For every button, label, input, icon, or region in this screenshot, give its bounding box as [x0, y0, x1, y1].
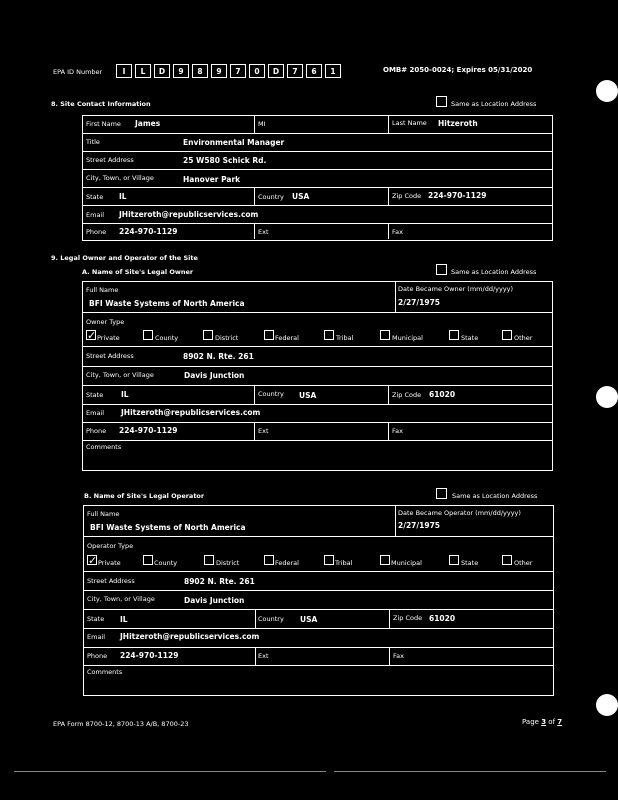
epa-id-char: 9 — [173, 64, 189, 78]
site-contact-table — [82, 115, 553, 241]
owner-type-private-checkbox[interactable] — [86, 330, 96, 340]
operator-email-label: Email — [87, 633, 106, 641]
operator-type-tribal-label: Tribal — [335, 559, 353, 567]
operator-comments-label: Comments — [87, 668, 123, 676]
zip-value[interactable]: 224-970-1129 — [428, 191, 487, 200]
owner-type-state-label: State — [461, 334, 479, 342]
operator-zip-label: Zip Code — [393, 614, 423, 622]
owner-date-value[interactable]: 2/27/1975 — [398, 298, 441, 307]
owner-full-name-value[interactable]: BFI Waste Systems of North America — [89, 299, 245, 308]
owner-type-tribal-checkbox[interactable] — [324, 330, 334, 340]
owner-type-district-label: District — [215, 334, 239, 342]
section-9-title: 9. Legal Owner and Operator of the Site — [51, 254, 198, 262]
operator-street-value[interactable]: 8902 N. Rte. 261 — [184, 577, 255, 586]
owner-type-federal-label: Federal — [275, 334, 299, 342]
of-label: of — [548, 718, 556, 726]
operator-type-label: Operator Type — [87, 542, 134, 550]
state-value[interactable]: IL — [119, 192, 127, 201]
ext-label: Ext — [258, 228, 269, 236]
epa-id-boxes — [116, 64, 356, 78]
last-name-value[interactable]: Hitzeroth — [438, 119, 478, 128]
owner-country-value[interactable]: USA — [299, 391, 317, 400]
page-number: 3 — [541, 718, 547, 726]
street-value[interactable]: 25 W580 Schick Rd. — [183, 156, 267, 165]
operator-full-name-label: Full Name — [87, 510, 120, 518]
operator-ext-label: Ext — [258, 652, 269, 660]
owner-type-county-checkbox[interactable] — [143, 330, 153, 340]
owner-zip-value[interactable]: 61020 — [429, 390, 456, 399]
owner-phone-label: Phone — [86, 427, 107, 435]
operator-type-other-label: Other — [514, 559, 533, 567]
operator-type-municipal-label: Municipal — [391, 559, 422, 567]
first-name-label: First Name — [86, 120, 121, 128]
title-label: Title — [86, 138, 100, 146]
scan-line-left — [14, 771, 326, 772]
owner-street-value[interactable]: 8902 N. Rte. 261 — [183, 352, 254, 361]
title-value[interactable]: Environmental Manager — [183, 138, 285, 147]
operator-table — [83, 505, 554, 696]
owner-type-municipal-label: Municipal — [392, 334, 423, 342]
owner-type-county-label: County — [155, 334, 179, 342]
operator-full-name-value[interactable]: BFI Waste Systems of North America — [90, 523, 246, 532]
operator-type-other-checkbox[interactable] — [502, 555, 512, 565]
owner-fax-label: Fax — [392, 427, 403, 435]
owner-zip-label: Zip Code — [392, 391, 422, 399]
operator-title: B. Name of Site's Legal Operator — [84, 492, 205, 500]
operator-type-county-checkbox[interactable] — [143, 555, 153, 565]
epa-id-char: 0 — [249, 64, 265, 78]
owner-country-label: Country — [258, 390, 284, 398]
country-label: Country — [258, 193, 284, 201]
scan-line-right — [334, 771, 606, 772]
epa-id-char: 1 — [325, 64, 341, 78]
operator-type-state-label: State — [461, 559, 479, 567]
owner-city-label: City, Town, or Village — [86, 371, 154, 379]
epa-id-char: 6 — [306, 64, 322, 78]
operator-state-value[interactable]: IL — [120, 615, 128, 624]
epa-id-label: EPA ID Number — [53, 68, 103, 76]
operator-type-district-label: District — [216, 559, 240, 567]
page-label: Page — [522, 718, 539, 726]
binder-hole-middle — [596, 386, 618, 408]
zip-label: Zip Code — [392, 192, 422, 200]
operator-country-value[interactable]: USA — [300, 615, 318, 624]
epa-id-char: 7 — [230, 64, 246, 78]
epa-id-char: 7 — [287, 64, 303, 78]
operator-state-label: State — [87, 615, 105, 623]
operator-fax-label: Fax — [393, 652, 404, 660]
owner-type-municipal-checkbox[interactable] — [380, 330, 390, 340]
operator-country-label: Country — [258, 615, 284, 623]
epa-id-char: D — [154, 64, 170, 78]
operator-type-county-label: County — [154, 559, 178, 567]
owner-title: A. Name of Site's Legal Owner — [82, 268, 194, 276]
owner-street-label: Street Address — [86, 352, 134, 360]
owner-email-value[interactable]: JHitzeroth@republicservices.com — [121, 408, 261, 417]
owner-state-label: State — [86, 391, 104, 399]
operator-date-value[interactable]: 2/27/1975 — [398, 521, 441, 530]
owner-email-label: Email — [86, 409, 105, 417]
email-label: Email — [86, 211, 105, 219]
section-8-title: 8. Site Contact Information — [51, 100, 151, 108]
country-value[interactable]: USA — [292, 192, 310, 201]
operator-type-state-checkbox[interactable] — [449, 555, 459, 565]
operator-same-as-checkbox[interactable] — [436, 488, 447, 499]
operator-city-value[interactable]: Davis Junction — [184, 596, 245, 605]
epa-id-char: 9 — [211, 64, 227, 78]
epa-id-char: 8 — [192, 64, 208, 78]
mi-label: MI — [258, 120, 266, 128]
check-mark-icon: ✓ — [88, 554, 98, 567]
form-number: EPA Form 8700-12, 8700-13 A/B, 8700-23 — [53, 720, 189, 728]
owner-same-as-label: Same as Location Address — [451, 268, 537, 276]
owner-type-state-checkbox[interactable] — [449, 330, 459, 340]
section-8-same-as-checkbox[interactable] — [436, 96, 447, 107]
page-indicator — [522, 718, 562, 726]
owner-city-value[interactable]: Davis Junction — [184, 371, 245, 380]
owner-type-other-checkbox[interactable] — [502, 330, 512, 340]
owner-phone-value[interactable]: 224-970-1129 — [119, 426, 178, 435]
owner-same-as-checkbox[interactable] — [436, 264, 447, 275]
owner-full-name-label: Full Name — [86, 286, 119, 294]
operator-same-as-label: Same as Location Address — [452, 492, 538, 500]
owner-type-federal-checkbox[interactable] — [264, 330, 274, 340]
epa-id-char: D — [268, 64, 284, 78]
operator-type-federal-checkbox[interactable] — [264, 555, 274, 565]
city-label: City, Town, or Village — [86, 174, 154, 182]
owner-date-label: Date Became Owner (mm/dd/yyyy) — [398, 285, 514, 293]
email-value[interactable]: JHitzeroth@republicservices.com — [119, 210, 259, 219]
owner-type-tribal-label: Tribal — [336, 334, 354, 342]
binder-hole-bottom — [596, 694, 618, 716]
operator-type-private-checkbox[interactable] — [87, 555, 97, 565]
operator-type-municipal-checkbox[interactable] — [380, 555, 390, 565]
first-name-value[interactable]: James — [135, 119, 161, 128]
state-label: State — [86, 193, 104, 201]
owner-type-private-label: Private — [97, 334, 120, 342]
owner-type-district-checkbox[interactable] — [203, 330, 213, 340]
operator-type-federal-label: Federal — [275, 559, 299, 567]
section-8-same-as-label: Same as Location Address — [451, 100, 537, 108]
operator-type-district-checkbox[interactable] — [204, 555, 214, 565]
owner-table — [82, 281, 553, 471]
operator-email-value[interactable]: JHitzeroth@republicservices.com — [120, 632, 260, 641]
epa-id-char: L — [135, 64, 151, 78]
page-total: 7 — [557, 718, 563, 726]
owner-comments-label: Comments — [86, 443, 122, 451]
phone-value[interactable]: 224-970-1129 — [119, 227, 178, 236]
operator-zip-value[interactable]: 61020 — [429, 614, 456, 623]
owner-state-value[interactable]: IL — [121, 390, 129, 399]
phone-label: Phone — [86, 228, 107, 236]
operator-type-tribal-checkbox[interactable] — [324, 555, 334, 565]
operator-street-label: Street Address — [87, 577, 135, 585]
omb-expiration: OMB# 2050-0024; Expires 05/31/2020 — [383, 66, 533, 74]
owner-type-other-label: Other — [514, 334, 533, 342]
owner-type-label: Owner Type — [86, 318, 125, 326]
operator-phone-label: Phone — [87, 652, 108, 660]
street-label: Street Address — [86, 156, 134, 164]
operator-date-label: Date Became Operator (mm/dd/yyyy) — [398, 509, 521, 517]
last-name-label: Last Name — [392, 119, 427, 127]
operator-city-label: City, Town, or Village — [87, 595, 155, 603]
check-mark-icon: ✓ — [87, 329, 97, 342]
operator-phone-value[interactable]: 224-970-1129 — [120, 651, 179, 660]
city-value[interactable]: Hanover Park — [183, 175, 241, 184]
binder-hole-top — [596, 80, 618, 102]
epa-id-char: I — [116, 64, 132, 78]
owner-ext-label: Ext — [258, 427, 269, 435]
operator-type-private-label: Private — [98, 559, 121, 567]
fax-label: Fax — [392, 228, 403, 236]
